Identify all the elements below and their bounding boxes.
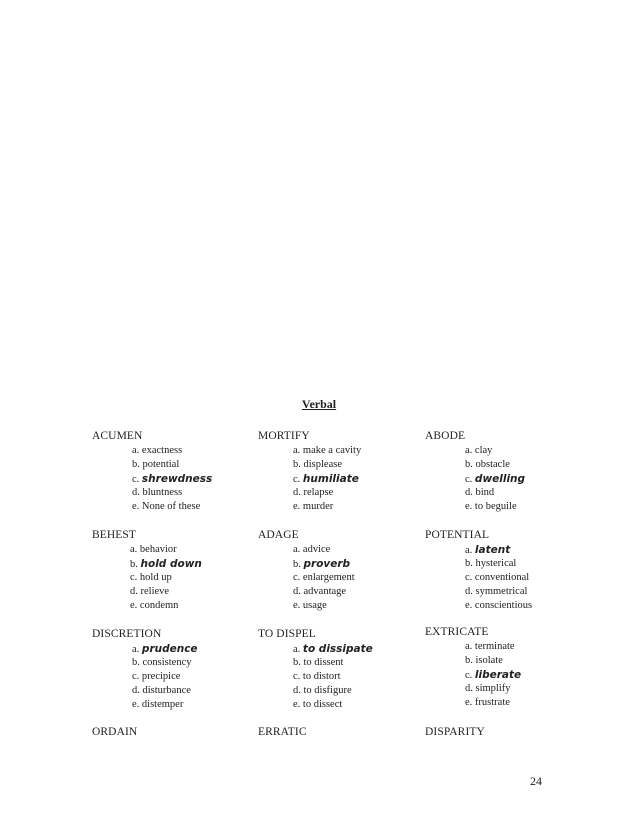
option-text: hold up [139, 572, 172, 583]
option-text: to beguile [474, 501, 517, 512]
option-letter: a. [130, 544, 140, 555]
option-text: terminate [474, 641, 515, 652]
option-text: shrewdness [141, 473, 213, 485]
option [465, 444, 525, 458]
option [132, 444, 212, 458]
option [293, 670, 373, 684]
option-text: clay [474, 445, 493, 456]
option [293, 585, 355, 599]
option-letter: c. [132, 671, 142, 682]
option [293, 656, 373, 670]
option [293, 458, 361, 472]
option-text: to distort [302, 671, 341, 682]
option-letter: b. [465, 558, 476, 569]
option-text: relieve [140, 586, 170, 597]
option-letter: e. [293, 699, 303, 710]
option-text: behavior [139, 544, 177, 555]
options-list [293, 543, 355, 613]
option-letter: a. [465, 641, 475, 652]
option-text: murder [302, 501, 334, 512]
question-word: ACUMEN [92, 430, 143, 442]
option-text: simplify [475, 683, 511, 694]
option-letter: e. [465, 501, 475, 512]
option-text: hysterical [475, 558, 517, 569]
option-letter: b. [465, 459, 476, 470]
option-letter: a. [465, 445, 475, 456]
option [132, 698, 198, 712]
option-text: proverb [303, 558, 351, 570]
option [465, 682, 521, 696]
option-text: usage [302, 600, 327, 611]
option-letter: d. [293, 685, 304, 696]
option-letter: e. [293, 501, 303, 512]
option [465, 640, 521, 654]
option-text: latent [474, 544, 511, 556]
option-letter: d. [465, 586, 476, 597]
option-letter: a. [132, 445, 142, 456]
option-text: frustrate [474, 697, 510, 708]
option-text: to dissent [303, 657, 344, 668]
option [293, 599, 355, 613]
option [293, 444, 361, 458]
option-letter: c. [465, 670, 475, 681]
option [132, 670, 198, 684]
options-list [132, 444, 212, 514]
option [132, 656, 198, 670]
correct-option [293, 642, 373, 656]
option [465, 500, 525, 514]
question-word: MORTIFY [258, 430, 310, 442]
correct-option [465, 668, 521, 682]
option-text: symmetrical [475, 586, 528, 597]
option-letter: e. [130, 600, 140, 611]
correct-option [132, 472, 212, 486]
option-text: to dissipate [302, 643, 373, 655]
option-text: dwelling [474, 473, 526, 485]
option [465, 458, 525, 472]
option-text: disturbance [142, 685, 191, 696]
question-word: BEHEST [92, 529, 137, 541]
question-word: ABODE [425, 430, 466, 442]
option-text: conventional [474, 572, 530, 583]
question-word: DISPARITY [425, 726, 485, 738]
option [465, 654, 521, 668]
option [465, 696, 521, 710]
option-letter: a. [465, 545, 475, 556]
option-text: advice [302, 544, 331, 555]
option-text: precipice [141, 671, 181, 682]
option-letter: d. [130, 586, 141, 597]
option [132, 500, 212, 514]
option-text: enlargement [302, 572, 355, 583]
option-letter: b. [132, 459, 143, 470]
option [465, 571, 532, 585]
correct-option [293, 472, 361, 486]
option-letter: c. [130, 572, 140, 583]
option-letter: d. [293, 586, 304, 597]
option-text: obstacle [475, 459, 510, 470]
option [130, 585, 202, 599]
question-word: TO DISPEL [258, 628, 316, 640]
option-letter: a. [293, 445, 303, 456]
option-letter: e. [465, 600, 475, 611]
option-letter: d. [132, 685, 143, 696]
correct-option [465, 543, 532, 557]
option-text: condemn [139, 600, 179, 611]
option [293, 571, 355, 585]
option [465, 486, 525, 500]
option-text: distemper [141, 699, 184, 710]
option-text: make a cavity [302, 445, 362, 456]
options-list [132, 642, 198, 712]
option-letter: d. [465, 487, 476, 498]
section-title: Verbal [301, 397, 337, 411]
options-list [465, 543, 532, 613]
option-text: potential [142, 459, 180, 470]
correct-option [130, 557, 202, 571]
option [132, 684, 198, 698]
option-letter: d. [132, 487, 143, 498]
option-text: consistency [142, 657, 192, 668]
options-list [293, 444, 361, 514]
option-letter: e. [132, 501, 142, 512]
option-text: to disfigure [303, 685, 352, 696]
option-text: liberate [474, 669, 522, 681]
option-text: hold down [140, 558, 202, 570]
option-letter: c. [293, 474, 303, 485]
question-word: EXTRICATE [425, 626, 489, 638]
option [293, 486, 361, 500]
question-word: DISCRETION [92, 628, 162, 640]
option-text: conscientious [474, 600, 533, 611]
option-letter: e. [293, 600, 303, 611]
option-letter: b. [465, 655, 476, 666]
option-letter: b. [293, 559, 304, 570]
option-letter: e. [465, 697, 475, 708]
option [130, 571, 202, 585]
option-text: advantage [303, 586, 347, 597]
option-letter: a. [132, 644, 142, 655]
question-word: POTENTIAL [425, 529, 490, 541]
question-word: ORDAIN [92, 726, 138, 738]
correct-option [293, 557, 355, 571]
option-letter: a. [293, 544, 303, 555]
question-word: ERRATIC [258, 726, 307, 738]
option-letter: c. [132, 474, 142, 485]
option-letter: c. [465, 572, 475, 583]
option-text: None of these [141, 501, 201, 512]
option-letter: a. [293, 644, 303, 655]
option-text: humiliate [302, 473, 359, 485]
option-letter: c. [293, 572, 303, 583]
option [293, 543, 355, 557]
option-text: bluntness [142, 487, 183, 498]
option-text: isolate [475, 655, 503, 666]
option [465, 599, 532, 613]
option [132, 458, 212, 472]
option-letter: b. [293, 657, 304, 668]
option [293, 698, 373, 712]
options-list [465, 640, 521, 710]
option-letter: c. [465, 474, 475, 485]
option [293, 500, 361, 514]
correct-option [132, 642, 198, 656]
options-list [465, 444, 525, 514]
option-text: relapse [303, 487, 334, 498]
option-text: to dissect [302, 699, 343, 710]
option-letter: e. [132, 699, 142, 710]
option-text: exactness [141, 445, 183, 456]
option [130, 599, 202, 613]
option-letter: d. [465, 683, 476, 694]
options-list [130, 543, 202, 613]
option [465, 585, 532, 599]
option-text: displease [303, 459, 342, 470]
option [465, 557, 532, 571]
option-text: prudence [141, 643, 198, 655]
option-letter: c. [293, 671, 303, 682]
question-word: ADAGE [258, 529, 299, 541]
options-list [293, 642, 373, 712]
option [130, 543, 202, 557]
option [293, 684, 373, 698]
option-letter: b. [293, 459, 304, 470]
option-text: bind [475, 487, 495, 498]
option-letter: d. [293, 487, 304, 498]
option-letter: b. [130, 559, 141, 570]
correct-option [465, 472, 525, 486]
page-number: 24 [530, 774, 542, 788]
option-letter: b. [132, 657, 143, 668]
option [132, 486, 212, 500]
